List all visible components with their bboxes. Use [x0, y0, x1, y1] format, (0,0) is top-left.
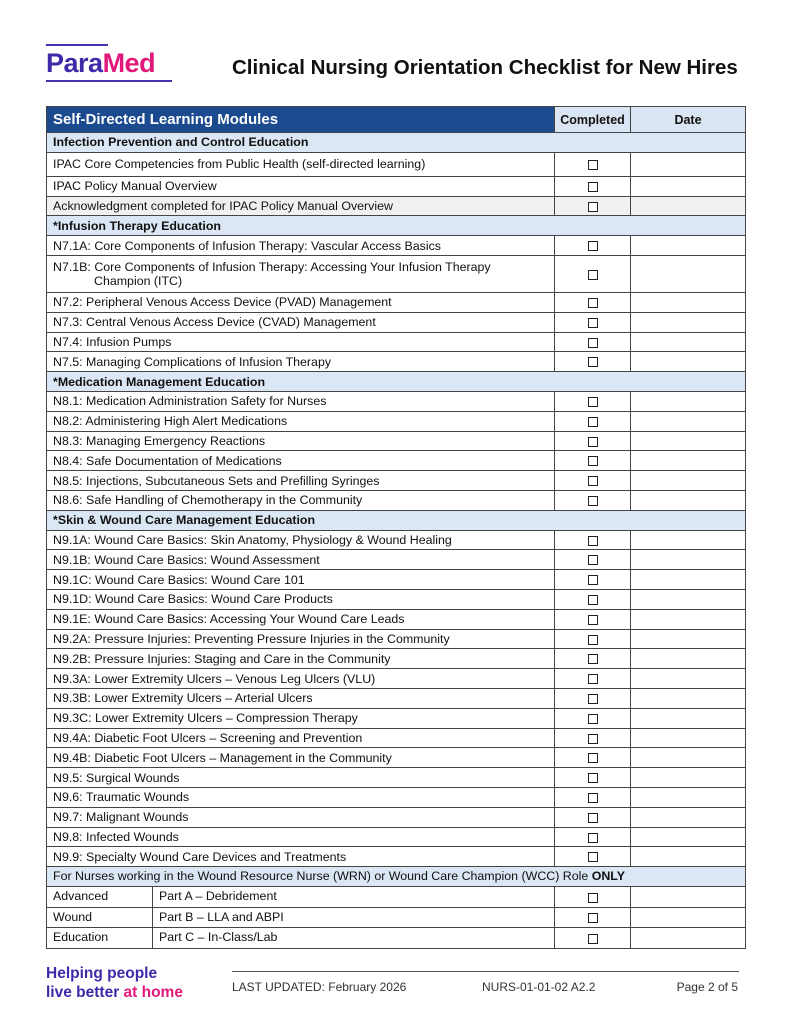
- completed-checkbox[interactable]: [588, 753, 598, 763]
- table-row: [47, 669, 746, 689]
- document-title: Clinical Nursing Orientation Checklist for New Hires: [232, 56, 738, 79]
- footer-rule: [232, 971, 739, 972]
- module-name: IPAC Core Competencies from Public Health (self-directed learning): [47, 152, 555, 176]
- table-row: [47, 196, 746, 216]
- footer-page-number: Page 2 of 5: [676, 980, 738, 994]
- module-name: N9.1D: Wound Care Basics: Wound Care Products: [47, 589, 555, 609]
- logo-wordmark: [46, 47, 155, 79]
- advanced-part-a: Part A – Debridement: [159, 888, 277, 903]
- completed-cell: [555, 768, 631, 788]
- logo-med: Med: [102, 48, 156, 78]
- date-cell[interactable]: [631, 352, 746, 372]
- tagline-line2: [46, 983, 183, 1002]
- advanced-label-1: Advanced: [47, 887, 153, 907]
- table-row: [47, 589, 746, 609]
- completed-cell: [555, 728, 631, 748]
- tagline-line2-a: live better: [46, 984, 124, 1001]
- date-cell[interactable]: [631, 332, 746, 352]
- header-modules: Self-Directed Learning Modules: [47, 107, 555, 133]
- date-cell[interactable]: [631, 236, 746, 256]
- completed-checkbox[interactable]: [588, 615, 598, 625]
- module-name: N7.5: Managing Complications of Infusion Therapy: [47, 352, 555, 372]
- footer-tagline: [46, 964, 183, 1002]
- date-cell[interactable]: [631, 490, 746, 510]
- module-name-line1: N7.1B: Core Components of Infusion Therapy: Accessing Your Infusion Therapy: [53, 259, 491, 274]
- module-name: N9.7: Malignant Wounds: [47, 807, 555, 827]
- completed-checkbox[interactable]: [588, 241, 598, 251]
- completed-cell: [555, 411, 631, 431]
- date-cell[interactable]: [631, 688, 746, 708]
- table-row: [47, 255, 746, 292]
- table-row: [47, 292, 746, 312]
- completed-cell: [555, 589, 631, 609]
- module-name: N9.2A: Pressure Injuries: Preventing Pressure Injuries in the Community: [47, 629, 555, 649]
- table-row: [47, 708, 746, 728]
- completed-checkbox[interactable]: [588, 318, 598, 328]
- table-row: [47, 807, 746, 827]
- module-name: N9.2B: Pressure Injuries: Staging and Care in the Community: [47, 649, 555, 669]
- date-cell[interactable]: [631, 787, 746, 807]
- completed-cell: [555, 609, 631, 629]
- completed-checkbox[interactable]: [588, 694, 598, 704]
- date-cell[interactable]: [631, 609, 746, 629]
- completed-checkbox[interactable]: [588, 397, 598, 407]
- completed-cell: [555, 787, 631, 807]
- completed-cell: [555, 649, 631, 669]
- table-row: [47, 332, 746, 352]
- completed-cell: [555, 807, 631, 827]
- completed-checkbox[interactable]: [588, 555, 598, 565]
- paramed-logo: [46, 44, 176, 84]
- completed-cell: [555, 391, 631, 411]
- date-cell[interactable]: [631, 411, 746, 431]
- date-cell[interactable]: [631, 471, 746, 491]
- completed-checkbox[interactable]: [588, 536, 598, 546]
- completed-cell: [555, 669, 631, 689]
- tagline-line2-b: at home: [123, 984, 183, 1001]
- date-cell[interactable]: [631, 255, 746, 292]
- date-cell[interactable]: [631, 589, 746, 609]
- date-cell[interactable]: [631, 530, 746, 550]
- completed-cell: [555, 847, 631, 867]
- section-title: Infection Prevention and Control Education: [47, 133, 746, 153]
- module-name: N9.1A: Wound Care Basics: Skin Anatomy, Physiology & Wound Healing: [47, 530, 555, 550]
- table-row: [47, 530, 746, 550]
- date-cell[interactable]: [631, 431, 746, 451]
- completed-cell: [555, 688, 631, 708]
- completed-checkbox[interactable]: [588, 270, 598, 280]
- advanced-part-b: Part B – LLA and ABPI: [159, 909, 284, 924]
- completed-checkbox[interactable]: [588, 182, 598, 192]
- table-row: [47, 471, 746, 491]
- date-cell[interactable]: [631, 827, 746, 847]
- module-name: N8.2: Administering High Alert Medications: [47, 411, 555, 431]
- date-cell[interactable]: [631, 550, 746, 570]
- table-row: [47, 827, 746, 847]
- date-cell[interactable]: [631, 847, 746, 867]
- completed-cell: [555, 176, 631, 196]
- completed-checkbox[interactable]: [588, 852, 598, 862]
- completed-checkbox[interactable]: [588, 595, 598, 605]
- completed-cell: [555, 827, 631, 847]
- completed-checkbox[interactable]: [588, 476, 598, 486]
- module-name: N9.4A: Diabetic Foot Ulcers – Screening and Prevention: [47, 728, 555, 748]
- module-name-line2: Champion (ITC): [94, 273, 183, 288]
- completed-checkbox[interactable]: [588, 813, 598, 823]
- completed-cell: [555, 907, 631, 928]
- logo-para: Para: [46, 48, 103, 78]
- completed-cell: [555, 530, 631, 550]
- completed-cell: [555, 236, 631, 256]
- table-row: [47, 748, 746, 768]
- completed-cell: [555, 886, 631, 907]
- module-name: N9.6: Traumatic Wounds: [47, 787, 555, 807]
- wrn-note-emphasis: ONLY: [591, 869, 625, 884]
- completed-checkbox[interactable]: [588, 734, 598, 744]
- table-row: [47, 728, 746, 748]
- module-name: N9.3C: Lower Extremity Ulcers – Compression Therapy: [47, 708, 555, 728]
- module-name: N8.3: Managing Emergency Reactions: [47, 431, 555, 451]
- completed-cell: [555, 451, 631, 471]
- completed-checkbox[interactable]: [588, 496, 598, 506]
- advanced-part-cell: [47, 907, 555, 928]
- module-name: N7.4: Infusion Pumps: [47, 332, 555, 352]
- table-row: [47, 609, 746, 629]
- section-title: *Medication Management Education: [47, 372, 746, 392]
- completed-checkbox[interactable]: [588, 160, 598, 170]
- module-name: N8.6: Safe Handling of Chemotherapy in the Community: [47, 490, 555, 510]
- date-cell[interactable]: [631, 391, 746, 411]
- table-row: [47, 886, 746, 907]
- advanced-label-2: Wound: [47, 908, 153, 928]
- orientation-checklist-table: [46, 106, 746, 949]
- completed-cell: [555, 570, 631, 590]
- wrn-note: [47, 867, 746, 887]
- date-cell[interactable]: [631, 312, 746, 332]
- completed-checkbox[interactable]: [588, 298, 598, 308]
- table-header-row: [47, 107, 746, 133]
- completed-cell: [555, 255, 631, 292]
- completed-checkbox[interactable]: [588, 674, 598, 684]
- table-row: [47, 411, 746, 431]
- wrn-note-text: For Nurses working in the Wound Resource Nurse (WRN) or Wound Care Champion (WCC) Role: [53, 869, 592, 884]
- table-row: [47, 352, 746, 372]
- completed-cell: [555, 312, 631, 332]
- module-name: N9.8: Infected Wounds: [47, 827, 555, 847]
- completed-cell: [555, 431, 631, 451]
- module-name: N9.1C: Wound Care Basics: Wound Care 101: [47, 570, 555, 590]
- date-cell[interactable]: [631, 629, 746, 649]
- completed-cell: [555, 471, 631, 491]
- date-cell[interactable]: [631, 928, 746, 949]
- completed-cell: [555, 708, 631, 728]
- module-name: N7.1A: Core Components of Infusion Therapy: Vascular Access Basics: [47, 236, 555, 256]
- completed-cell: [555, 152, 631, 176]
- table-row: [47, 490, 746, 510]
- module-name: N9.3A: Lower Extremity Ulcers – Venous Leg Ulcers (VLU): [47, 669, 555, 689]
- date-cell[interactable]: [631, 807, 746, 827]
- module-name-multiline: [47, 255, 555, 292]
- completed-cell: [555, 748, 631, 768]
- section-header-wound: [47, 510, 746, 530]
- completed-cell: [555, 352, 631, 372]
- completed-cell: [555, 928, 631, 949]
- completed-checkbox[interactable]: [588, 202, 598, 212]
- completed-checkbox[interactable]: [588, 417, 598, 427]
- module-name: N9.4B: Diabetic Foot Ulcers – Management in the Community: [47, 748, 555, 768]
- table-row: [47, 907, 746, 928]
- advanced-label-3: Education: [47, 928, 153, 948]
- table-row: [47, 312, 746, 332]
- module-name: N9.1B: Wound Care Basics: Wound Assessment: [47, 550, 555, 570]
- module-name: N9.1E: Wound Care Basics: Accessing Your Wound Care Leads: [47, 609, 555, 629]
- date-cell[interactable]: [631, 196, 746, 216]
- logo-bottom-rule: [46, 80, 172, 82]
- header-completed: Completed: [555, 107, 631, 133]
- completed-checkbox[interactable]: [588, 654, 598, 664]
- module-name: N8.4: Safe Documentation of Medications: [47, 451, 555, 471]
- completed-checkbox[interactable]: [588, 714, 598, 724]
- date-cell[interactable]: [631, 570, 746, 590]
- completed-checkbox[interactable]: [588, 773, 598, 783]
- completed-checkbox[interactable]: [588, 913, 598, 923]
- completed-checkbox[interactable]: [588, 456, 598, 466]
- footer-doc-code: NURS-01-01-02 A2.2: [482, 980, 596, 994]
- logo-top-rule: [46, 44, 108, 46]
- date-cell[interactable]: [631, 649, 746, 669]
- table-row: [47, 928, 746, 949]
- module-name: IPAC Policy Manual Overview: [47, 176, 555, 196]
- date-cell[interactable]: [631, 907, 746, 928]
- table-row: [47, 431, 746, 451]
- tagline-line1: Helping people: [46, 965, 158, 982]
- completed-cell: [555, 629, 631, 649]
- completed-checkbox[interactable]: [588, 793, 598, 803]
- section-header-medication: [47, 372, 746, 392]
- table-row: [47, 391, 746, 411]
- module-name: N9.9: Specialty Wound Care Devices and Treatments: [47, 847, 555, 867]
- module-name: N8.5: Injections, Subcutaneous Sets and Prefilling Syringes: [47, 471, 555, 491]
- date-cell[interactable]: [631, 152, 746, 176]
- completed-checkbox[interactable]: [588, 934, 598, 944]
- footer-last-updated: LAST UPDATED: February 2026: [232, 980, 407, 994]
- date-cell[interactable]: [631, 451, 746, 471]
- table-row: [47, 847, 746, 867]
- module-name: N9.3B: Lower Extremity Ulcers – Arterial Ulcers: [47, 688, 555, 708]
- date-cell[interactable]: [631, 176, 746, 196]
- wrn-note-row: [47, 867, 746, 887]
- table-row: [47, 451, 746, 471]
- completed-cell: [555, 196, 631, 216]
- advanced-part-c: Part C – In-Class/Lab: [159, 930, 278, 945]
- module-name: Acknowledgment completed for IPAC Policy Manual Overview: [47, 196, 555, 216]
- advanced-part-cell: [47, 886, 555, 907]
- table-row: [47, 152, 746, 176]
- header-date: Date: [631, 107, 746, 133]
- section-header-infusion: [47, 216, 746, 236]
- date-cell[interactable]: [631, 728, 746, 748]
- table-row: [47, 649, 746, 669]
- module-name: N7.3: Central Venous Access Device (CVAD) Management: [47, 312, 555, 332]
- completed-checkbox[interactable]: [588, 357, 598, 367]
- module-name: N7.2: Peripheral Venous Access Device (PVAD) Management: [47, 292, 555, 312]
- date-cell[interactable]: [631, 669, 746, 689]
- table-row: [47, 787, 746, 807]
- completed-cell: [555, 550, 631, 570]
- advanced-part-cell: [47, 928, 555, 949]
- section-title: *Infusion Therapy Education: [47, 216, 746, 236]
- completed-cell: [555, 332, 631, 352]
- module-name: N9.5: Surgical Wounds: [47, 768, 555, 788]
- completed-checkbox[interactable]: [588, 635, 598, 645]
- table-row: [47, 629, 746, 649]
- completed-cell: [555, 490, 631, 510]
- module-name: N8.1: Medication Administration Safety for Nurses: [47, 391, 555, 411]
- section-header-ipac: [47, 133, 746, 153]
- completed-checkbox[interactable]: [588, 338, 598, 348]
- date-cell[interactable]: [631, 748, 746, 768]
- table-row: [47, 236, 746, 256]
- date-cell[interactable]: [631, 708, 746, 728]
- table-row: [47, 688, 746, 708]
- table-row: [47, 176, 746, 196]
- date-cell[interactable]: [631, 886, 746, 907]
- completed-checkbox[interactable]: [588, 893, 598, 903]
- date-cell[interactable]: [631, 768, 746, 788]
- date-cell[interactable]: [631, 292, 746, 312]
- completed-cell: [555, 292, 631, 312]
- completed-checkbox[interactable]: [588, 833, 598, 843]
- table-row: [47, 768, 746, 788]
- section-title: *Skin & Wound Care Management Education: [47, 510, 746, 530]
- table-row: [47, 550, 746, 570]
- completed-checkbox[interactable]: [588, 575, 598, 585]
- table-row: [47, 570, 746, 590]
- completed-checkbox[interactable]: [588, 437, 598, 447]
